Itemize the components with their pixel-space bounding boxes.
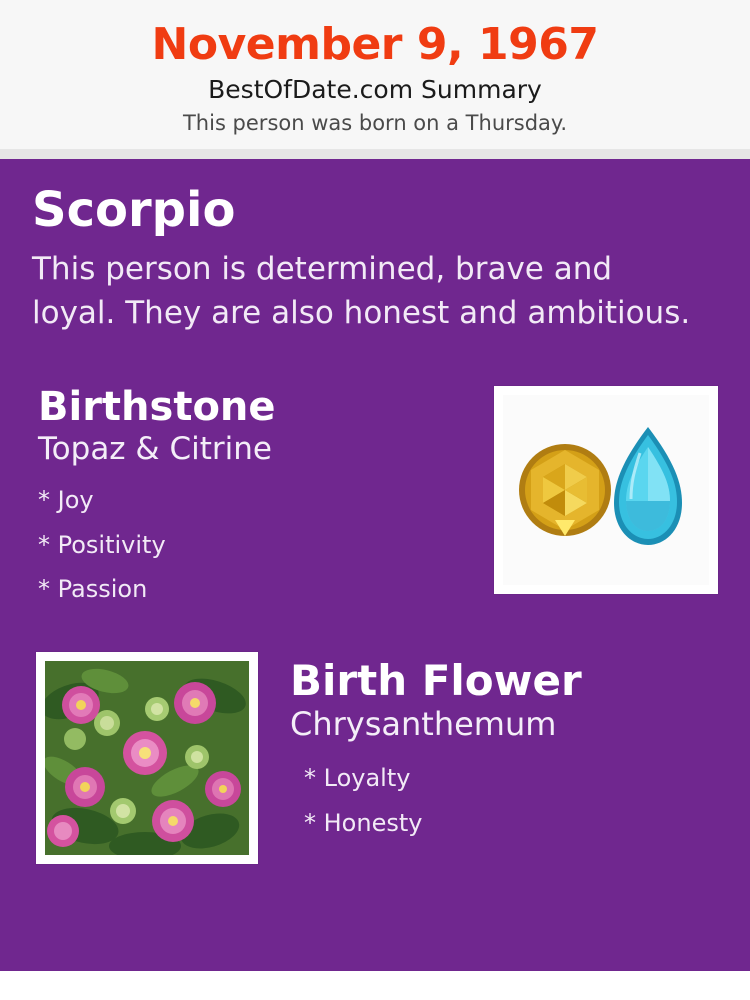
zodiac-sign-title: Scorpio — [32, 182, 236, 239]
birth-flower-name: Chrysanthemum — [290, 705, 557, 744]
birthstone-photo — [503, 395, 709, 585]
site-name: BestOfDate.com Summary — [208, 75, 542, 105]
list-item: * Honesty — [304, 809, 423, 838]
birth-flower-text — [258, 652, 720, 847]
birth-flower-section — [30, 652, 720, 864]
list-item: * Loyalty — [304, 763, 411, 792]
birthstone-text — [30, 383, 494, 612]
list-item: * Joy — [38, 485, 94, 514]
birthstone-name: Topaz & Citrine — [38, 430, 272, 467]
birth-flower-traits — [290, 756, 720, 847]
birthstone-photo-frame — [494, 386, 718, 594]
card-header — [0, 0, 750, 149]
birth-flower-title: Birth Flower — [290, 655, 582, 705]
birthstone-section — [30, 383, 720, 612]
header-divider — [0, 149, 750, 159]
birth-flower-photo-frame — [36, 652, 258, 864]
list-item: * Positivity — [38, 530, 166, 559]
birthstone-title: Birthstone — [38, 383, 276, 430]
list-item: * Passion — [38, 575, 148, 604]
main-panel — [0, 159, 750, 971]
page-title: November 9, 1967 — [151, 19, 599, 70]
zodiac-description: This person is determined, brave and loyal. They are also honest and ambitious. — [32, 251, 691, 332]
birthstone-traits — [38, 478, 494, 612]
birth-day-text: This person was born on a Thursday. — [182, 110, 568, 135]
birth-flower-photo — [45, 661, 249, 855]
